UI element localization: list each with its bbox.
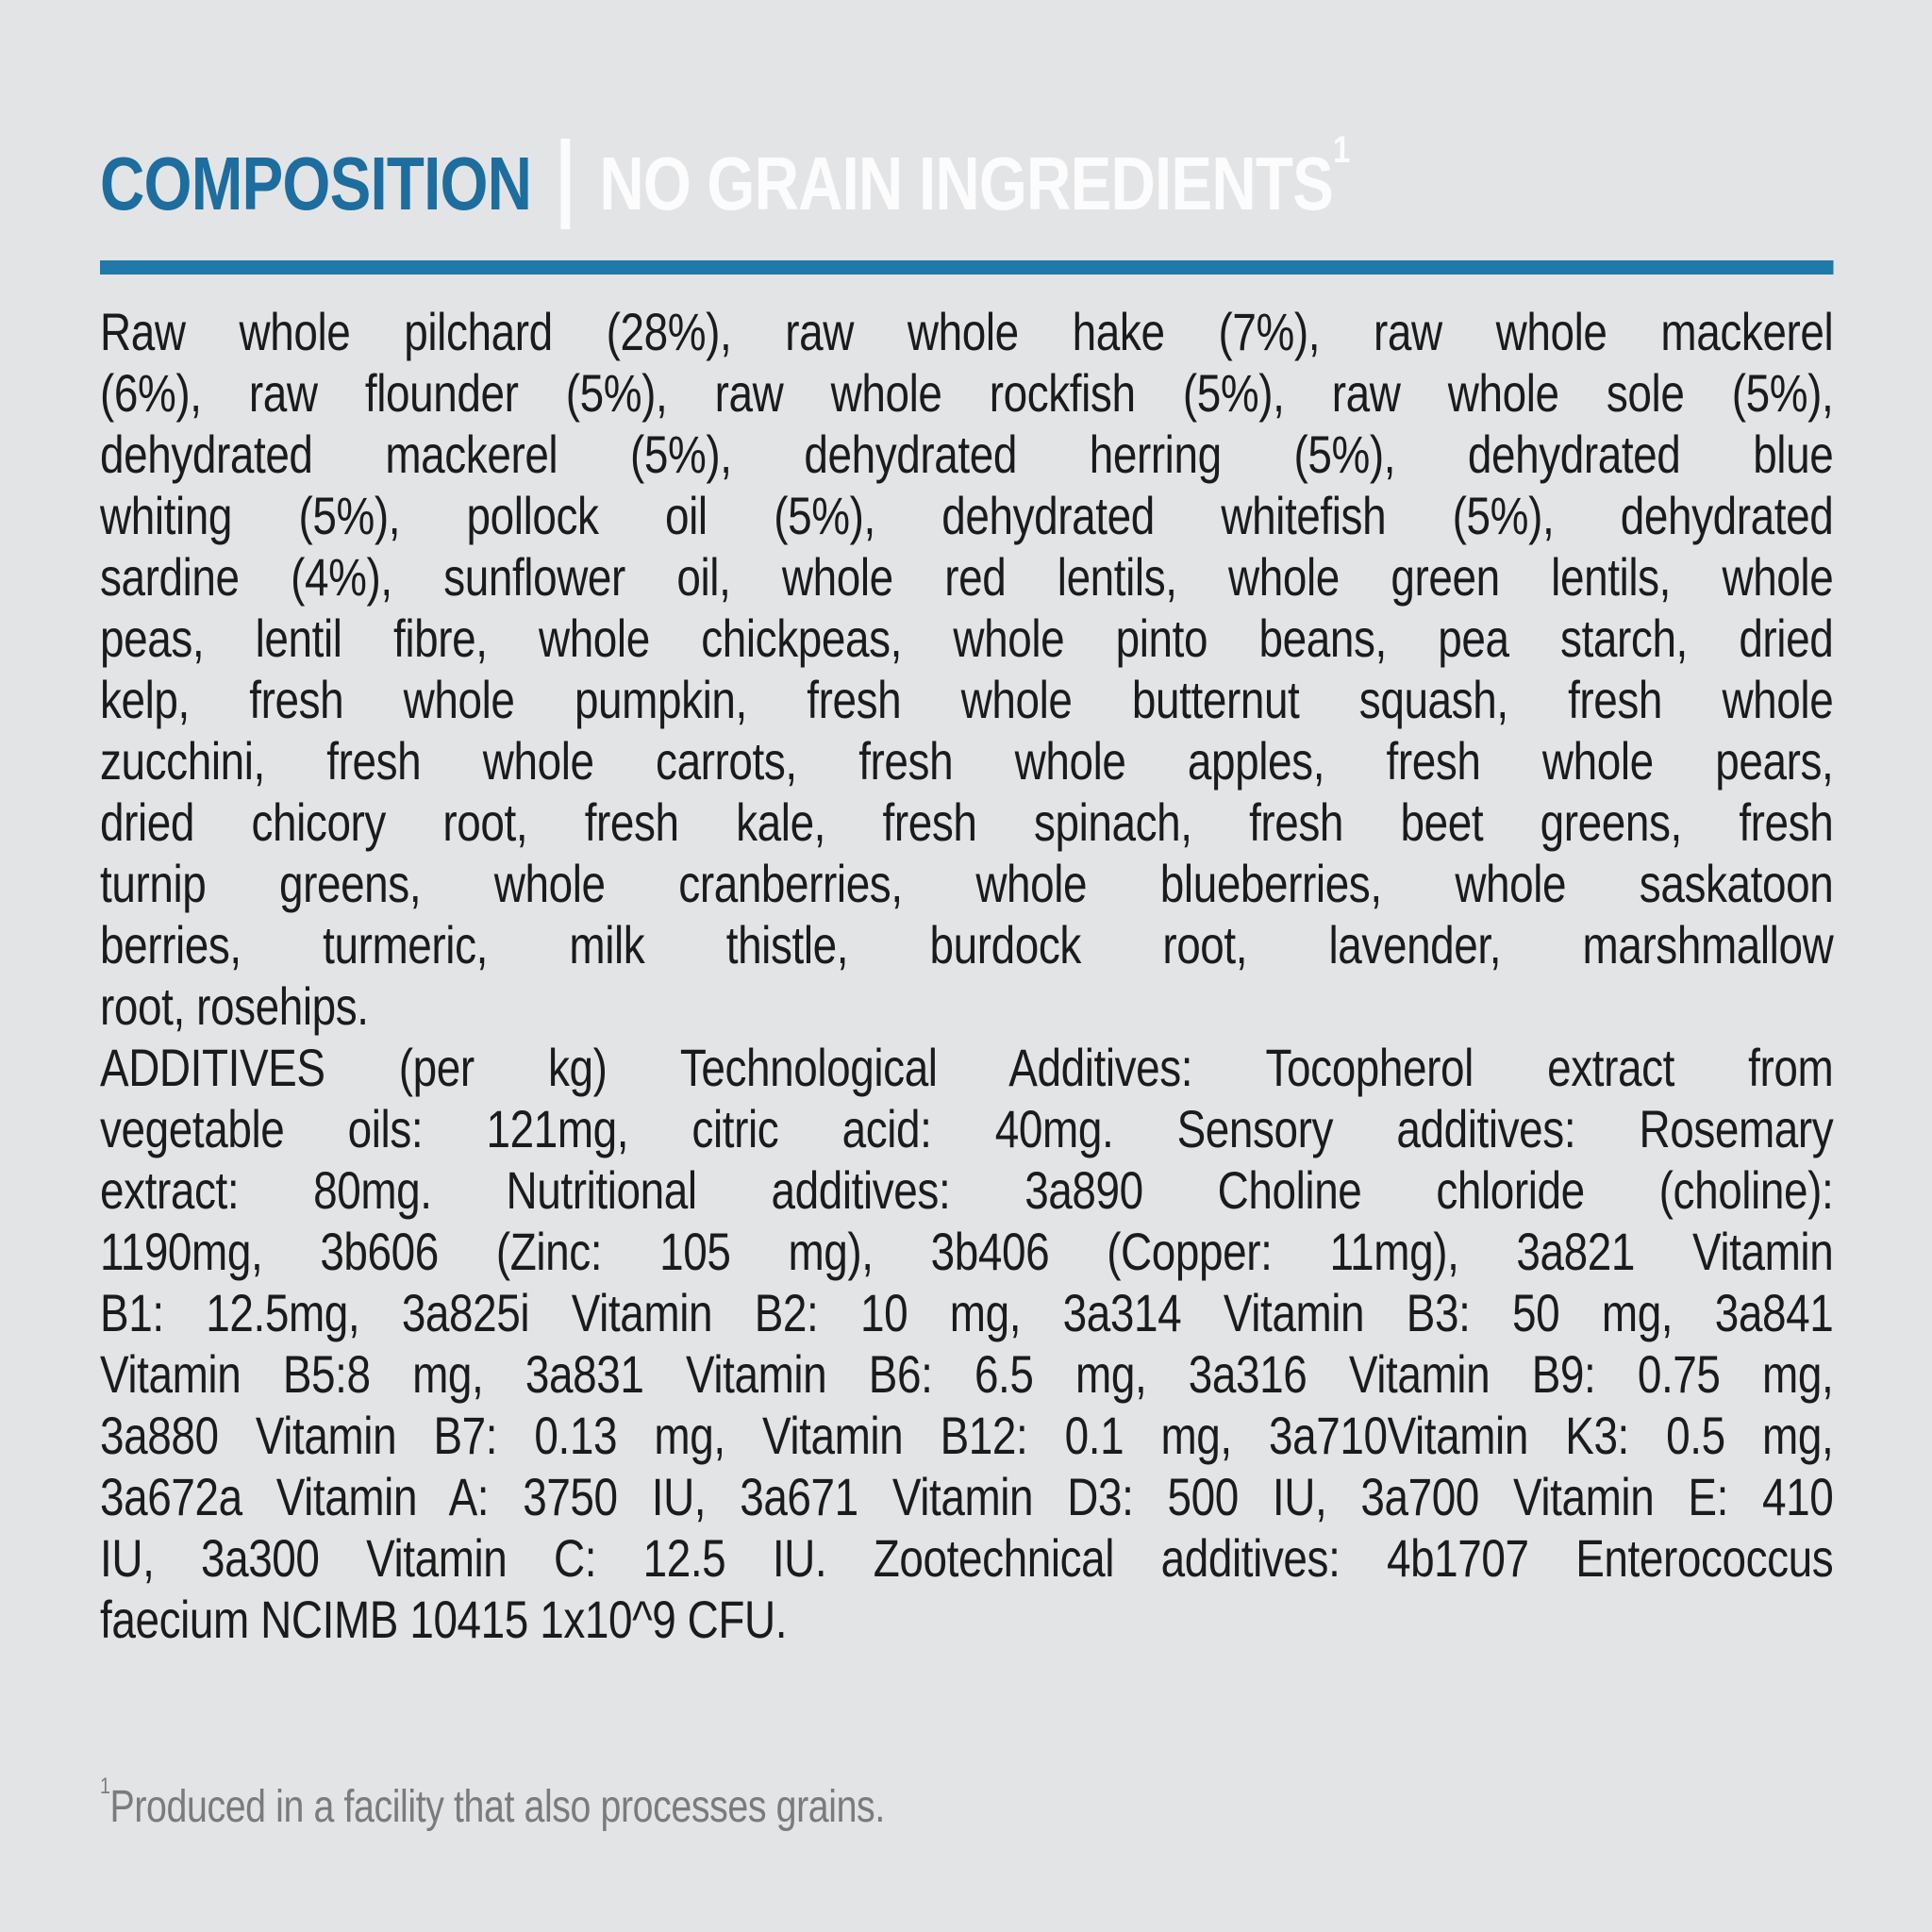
accent-rule [100,260,1833,275]
subtitle-footnote-marker: 1 [1332,129,1350,172]
ingredients-line: sardine (4%), sunflower oil, whole red lentils, whole green lentils, whole [100,547,1834,607]
footnote-text: Produced in a facility that also processes grains. [109,1782,885,1832]
additives-line: 1190mg, 3b606 (Zinc: 105 mg), 3b406 (Copper: 11mg), 3a821 Vitamin [100,1222,1834,1281]
additives-line: 3a672a Vitamin A: 3750 IU, 3a671 Vitamin D3: 500 IU, 3a700 Vitamin E: 410 [100,1467,1834,1526]
additives-line: ADDITIVES (per kg) Technological Additives: Tocopherol extract from [100,1038,1834,1097]
additives-line: extract: 80mg. Nutritional additives: 3a890 Choline chloride (choline): [100,1160,1834,1220]
ingredients-line: dehydrated mackerel (5%), dehydrated herring (5%), dehydrated blue [100,425,1834,484]
ingredients-line: turnip greens, whole cranberries, whole blueberries, whole saskatoon [100,854,1834,913]
footnote [100,1773,885,1833]
composition-text [100,301,1833,1650]
section-title-composition: COMPOSITION [100,142,532,225]
ingredients-line: berries, turmeric, milk thistle, burdock root, lavender, marshmallow [100,915,1834,974]
section-subtitle-no-grain [599,129,1350,227]
ingredients-line: kelp, fresh whole pumpkin, fresh whole butternut squash, fresh whole [100,670,1834,729]
ingredients-line: Raw whole pilchard (28%), raw whole hake (7%), raw whole mackerel [100,302,1834,361]
additives-line: 3a880 Vitamin B7: 0.13 mg, Vitamin B12: 0.1 mg, 3a710Vitamin K3: 0.5 mg, [100,1406,1834,1465]
section-header [100,129,1350,236]
additives-line: B1: 12.5mg, 3a825i Vitamin B2: 10 mg, 3a314 Vitamin B3: 50 mg, 3a841 [100,1283,1834,1342]
ingredients-line: whiting (5%), pollock oil (5%), dehydrated whitefish (5%), dehydrated [100,486,1834,545]
ingredients-line: (6%), raw flounder (5%), raw whole rockfish (5%), raw whole sole (5%), [100,363,1834,423]
ingredients-line: zucchini, fresh whole carrots, fresh whole apples, fresh whole pears, [100,731,1834,791]
footnote-superscript: 1 [100,1773,110,1799]
ingredients-line: peas, lentil fibre, whole chickpeas, whole pinto beans, pea starch, dried [100,608,1834,668]
ingredients-line: dried chicory root, fresh kale, fresh spinach, fresh beet greens, fresh [100,792,1834,852]
header-divider [560,139,570,229]
additives-line-end: faecium NCIMB 10415 1x10^9 CFU. [100,1590,788,1649]
additives-line: IU, 3a300 Vitamin C: 12.5 IU. Zootechnical additives: 4b1707 Enterococcus [100,1528,1834,1588]
section-subtitle-text: NO GRAIN INGREDIENTS [599,142,1333,225]
additives-line: Vitamin B5:8 mg, 3a831 Vitamin B6: 6.5 mg, 3a316 Vitamin B9: 0.75 mg, [100,1344,1834,1404]
ingredients-line-end: root, rosehips. [100,976,369,1036]
additives-line: vegetable oils: 121mg, citric acid: 40mg. Sensory additives: Rosemary [100,1099,1834,1158]
